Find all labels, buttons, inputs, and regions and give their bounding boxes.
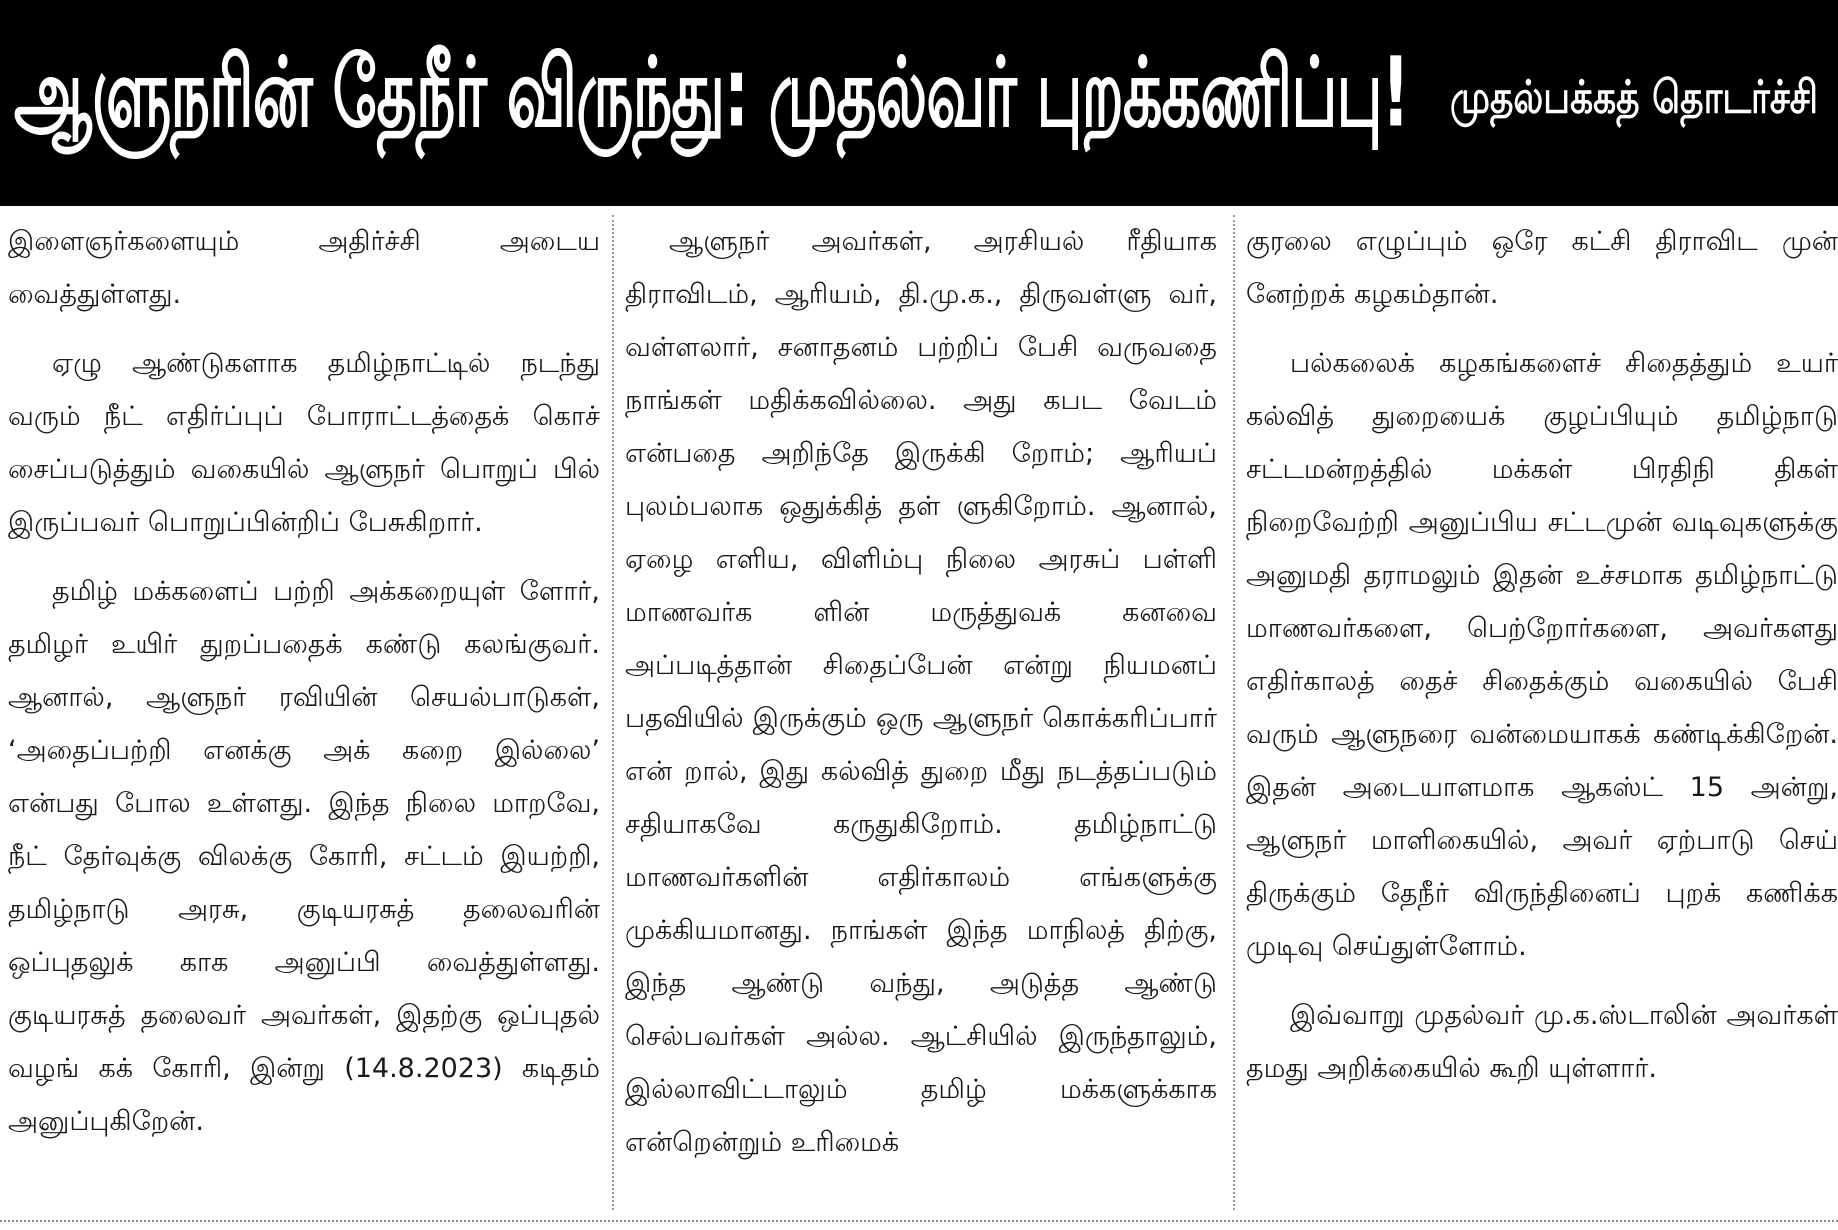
article-column-2 <box>625 215 1217 1185</box>
paragraph: இவ்வாறு முதல்வர் மு.க.ஸ்டாலின் அவர்கள் தமது அறிக்கையில் கூறி யுள்ளார். <box>1246 1000 1838 1084</box>
paragraph: தமிழ் மக்களைப் பற்றி அக்கறையுள் ளோர், தமிழர் உயிர் துறப்பதைக் கண்டு கலங்குவர். ஆனால், ஆளுநர் ரவியின் செயல்பாடுகள், ‘அதைப்பற்றி எனக்கு அக் கறை இல்லை’ என்பது போல உள்ளது. இந்த நிலை மாறவே, நீட் தேர்வுக்கு விலக்கு கோரி, சட்டம் இயற்றி, தமிழ்நாடு அரசு, குடியரசுத் தலைவரின் ஒப்புதலுக் காக அனுப்பி வைத்துள்ளது. குடியரசுத் தலைவர் அவர்கள், இதற்கு ஒப்புதல் வழங் கக் கோரி, இன்று (14.8.2023) கடிதம் அனுப்புகிறேன். <box>8 576 600 1137</box>
paragraph: ஆளுநர் அவர்கள், அரசியல் ரீதியாக திராவிடம், ஆரியம், தி.மு.க., திருவள்ளு வர், வள்ளலார், சனாதனம் பற்றிப் பேசி வருவதை நாங்கள் மதிக்கவில்லை. அது கபட வேடம் என்பதை அறிந்தே இருக்கி றோம்; ஆரியப் புலம்பலாக ஒதுக்கித் தள் ளுகிறோம். ஆனால், ஏழை எளிய, விளிம்பு நிலை அரசுப் பள்ளி மாணவர்க ளின் மருத்துவக் கனவை அப்படித்தான் சிதைப்பேன் என்று நியமனப் பதவியில் இருக்கும் ஒரு ஆளுநர் கொக்கரிப்பார் என் றால், இது கல்வித் துறை மீது நடத்தப்படும் சதியாகவே கருதுகிறோம். தமிழ்நாட்டு மாணவர்களின் எதிர்காலம் எங்களுக்கு முக்கியமானது. நாங்கள் இந்த மாநிலத் திற்கு, இந்த ஆண்டு வந்து, அடுத்த ஆண்டு செல்பவர்கள் அல்ல. ஆட்சியில் இருந்தாலும், இல்லாவிட்டாலும் தமிழ் மக்களுக்காக என்றென்றும் உரிமைக் <box>625 226 1217 1158</box>
headline: ஆளுநரின் தேநீர் விருந்து: முதல்வர் புறக்கணிப்பு! <box>14 35 1409 149</box>
article-body <box>0 215 1838 1215</box>
headline-banner <box>0 0 1838 206</box>
continuation-label: முதல்பக்கத் தொடர்ச்சி <box>1450 72 1818 124</box>
article-column-3 <box>1246 215 1838 1111</box>
paragraph: இளைஞர்களையும் அதிர்ச்சி அடைய வைத்துள்ளது. <box>8 226 600 310</box>
paragraph: குரலை எழுப்பும் ஒரே கட்சி திராவிட முன் னேற்றக் கழகம்தான். <box>1246 226 1838 310</box>
paragraph: ஏழு ஆண்டுகளாக தமிழ்நாட்டில் நடந்து வரும் நீட் எதிர்ப்புப் போராட்டத்தைக் கொச் சைப்படுத்தும் வகையில் ஆளுநர் பொறுப் பில் இருப்பவர் பொறுப்பின்றிப் பேசுகிறார். <box>8 348 600 538</box>
article-column-1 <box>8 215 600 1164</box>
bottom-divider <box>0 1220 1838 1222</box>
paragraph: பல்கலைக் கழகங்களைச் சிதைத்தும் உயர் கல்வித் துறையைக் குழப்பியும் தமிழ்நாடு சட்டமன்றத்தில் மக்கள் பிரதிநி திகள் நிறைவேற்றி அனுப்பிய சட்டமுன் வடிவுகளுக்கு அனுமதி தராமலும் இதன் உச்சமாக தமிழ்நாட்டு மாணவர்களை, பெற்றோர்களை, அவர்களது எதிர்காலத் தைச் சிதைக்கும் வகையில் பேசி வரும் ஆளுநரை வன்மையாகக் கண்டிக்கிறேன். இதன் அடையாளமாக ஆகஸ்ட் 15 அன்று, ஆளுநர் மாளிகையில், அவர் ஏற்பாடு செய் திருக்கும் தேநீர் விருந்தினைப் புறக் கணிக்க முடிவு செய்துள்ளோம். <box>1246 348 1838 962</box>
